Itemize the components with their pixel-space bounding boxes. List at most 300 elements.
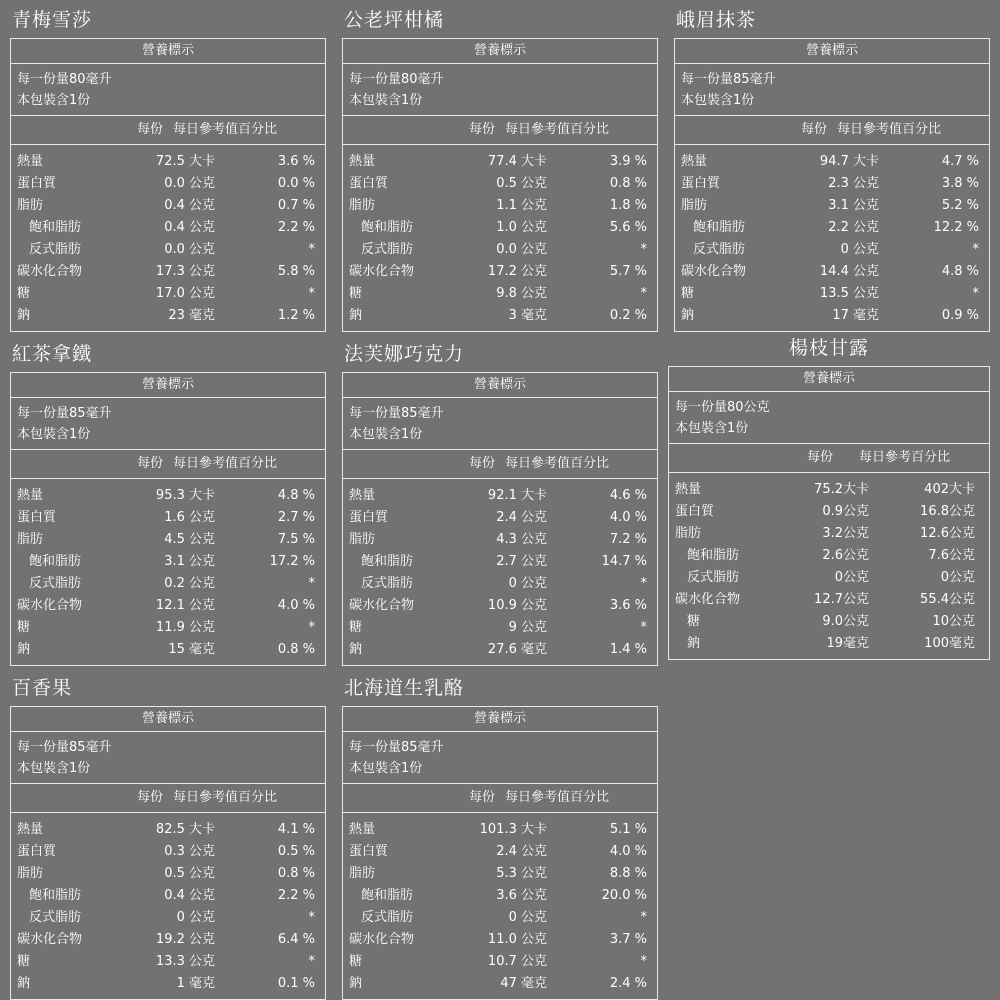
nutrient-name: 糖 [349, 954, 363, 969]
col-per-serving: 每份 [137, 790, 164, 805]
nutrient-name: 飽和脂肪 [693, 220, 746, 235]
nutrient-amount: 0 公克 [840, 242, 879, 257]
nutrient-name: 脂肪 [17, 198, 44, 213]
nutrient-dv: 7.5 % [277, 532, 315, 547]
nutrient-name: 熱量 [17, 822, 44, 837]
nutrient-amount: 9.8 公克 [496, 286, 547, 301]
nutrient-row-sugar [11, 951, 325, 973]
nutrient-row-trans-fat [669, 567, 989, 589]
nutrition-table [342, 38, 658, 332]
nutrient-amount: 14.4 公克 [819, 264, 879, 279]
nutrient-row-energy [11, 485, 325, 507]
serving-info [669, 392, 989, 444]
nutrient-name: 碳水化合物 [349, 598, 415, 613]
nutrient-row-sugar [343, 617, 657, 639]
table-header: 營養標示 [343, 707, 657, 732]
nutrient-name: 蛋白質 [349, 510, 389, 525]
nutrient-row-carbohydrate [11, 261, 325, 283]
nutrient-amount: 11.9 公克 [155, 620, 215, 635]
nutrient-name: 熱量 [349, 154, 376, 169]
nutrient-row-fat [669, 523, 989, 545]
nutrient-row-sodium [11, 973, 325, 995]
nutrient-name: 熱量 [349, 488, 376, 503]
nutrient-amount: 2.4 公克 [496, 844, 547, 859]
nutrient-amount: 92.1 大卡 [487, 488, 547, 503]
nutrient-amount: 0公克 [834, 570, 869, 585]
table-header: 營養標示 [11, 707, 325, 732]
nutrient-dv: * [640, 620, 647, 635]
nutrient-dv: 4.8 % [941, 264, 979, 279]
nutrient-dv: 5.7 % [609, 264, 647, 279]
nutrient-row-sugar [675, 283, 989, 305]
col-daily-value: 每日參考值百分比 [505, 122, 610, 137]
column-headers [11, 116, 325, 145]
nutrient-name: 反式脂肪 [687, 570, 740, 585]
nutrient-name: 糖 [17, 620, 31, 635]
nutrient-dv: 17.2 % [269, 554, 315, 569]
servings-per-pack: 本包裝含1份 [349, 427, 423, 442]
nutrient-name: 碳水化合物 [681, 264, 747, 279]
nutrient-row-sugar [11, 617, 325, 639]
serving-size: 每一份量85毫升 [349, 406, 444, 421]
nutrient-amount: 3.6 公克 [496, 888, 547, 903]
nutrient-dv: * [308, 576, 315, 591]
nutrient-dv: * [308, 954, 315, 969]
nutrient-name: 碳水化合物 [675, 592, 741, 607]
nutrient-row-protein [11, 173, 325, 195]
nutrient-amount: 0.2 公克 [164, 576, 215, 591]
nutrient-dv: 1.8 % [609, 198, 647, 213]
nutrient-name: 糖 [17, 954, 31, 969]
nutrient-name: 糖 [17, 286, 31, 301]
nutrient-row-sugar [11, 283, 325, 305]
nutrient-amount: 9.0公克 [822, 614, 869, 629]
nutrient-row-saturated-fat [343, 217, 657, 239]
nutrient-dv: 2.7 % [277, 510, 315, 525]
nutrient-name: 脂肪 [17, 532, 44, 547]
nutrient-name: 鈉 [349, 976, 363, 991]
nutrient-amount: 0.9公克 [822, 504, 869, 519]
nutrient-dv: 4.1 % [277, 822, 315, 837]
nutrient-amount: 12.7公克 [814, 592, 869, 607]
nutrient-amount: 1.6 公克 [164, 510, 215, 525]
nutrient-amount: 3.2公克 [822, 526, 869, 541]
nutrient-amount: 0.0 公克 [164, 242, 215, 257]
nutrient-amount: 12.1 公克 [155, 598, 215, 613]
nutrient-row-protein [675, 173, 989, 195]
nutrient-row-fat [11, 529, 325, 551]
nutrient-dv: 3.7 % [609, 932, 647, 947]
nutrient-dv: 1.4 % [609, 642, 647, 657]
nutrient-dv: 2.2 % [277, 888, 315, 903]
servings-per-pack: 本包裝含1份 [681, 93, 755, 108]
serving-info [675, 64, 989, 116]
product-title: 百香果 [12, 677, 73, 699]
nutrient-name: 熱量 [17, 154, 44, 169]
serving-size: 每一份量80毫升 [17, 72, 112, 87]
nutrient-dv: 0.0 % [277, 176, 315, 191]
nutrient-name: 糖 [349, 620, 363, 635]
nutrient-name: 碳水化合物 [349, 264, 415, 279]
nutrient-row-trans-fat [11, 239, 325, 261]
nutrient-amount: 4.5 公克 [164, 532, 215, 547]
nutrient-dv: 0.7 % [277, 198, 315, 213]
table-header: 營養標示 [11, 39, 325, 64]
nutrient-name: 鈉 [17, 976, 31, 991]
nutrient-amount: 5.3 公克 [496, 866, 547, 881]
nutrient-name: 飽和脂肪 [361, 888, 414, 903]
nutrition-table [10, 706, 326, 1000]
nutrient-row-protein [343, 841, 657, 863]
table-header: 營養標示 [669, 367, 989, 392]
nutrient-amount: 13.3 公克 [155, 954, 215, 969]
nutrition-table [674, 38, 990, 332]
nutrient-name: 反式脂肪 [29, 242, 82, 257]
nutrient-dv: 5.1 % [609, 822, 647, 837]
nutrient-dv: 55.4公克 [920, 592, 975, 607]
nutrient-amount: 19毫克 [826, 636, 869, 651]
nutrient-amount: 2.3 公克 [828, 176, 879, 191]
nutrient-amount: 4.3 公克 [496, 532, 547, 547]
nutrient-dv: 3.9 % [609, 154, 647, 169]
nutrient-row-trans-fat [675, 239, 989, 261]
nutrient-dv: 12.6公克 [920, 526, 975, 541]
nutrient-name: 糖 [681, 286, 695, 301]
table-header: 營養標示 [11, 373, 325, 398]
nutrition-table [342, 372, 658, 666]
nutrient-dv: 2.2 % [277, 220, 315, 235]
nutrient-row-saturated-fat [343, 551, 657, 573]
nutrient-rows [343, 813, 657, 999]
nutrient-name: 反式脂肪 [29, 576, 82, 591]
col-per-serving: 每份 [469, 456, 496, 471]
nutrient-rows [11, 479, 325, 665]
nutrient-row-sodium [343, 973, 657, 995]
nutrient-name: 脂肪 [349, 198, 376, 213]
nutrient-dv: 12.2 % [933, 220, 979, 235]
column-headers [343, 450, 657, 479]
nutrient-dv: 7.6公克 [928, 548, 975, 563]
nutrient-name: 飽和脂肪 [29, 554, 82, 569]
nutrient-rows [675, 145, 989, 331]
col-daily-value: 每日參考百分比 [859, 450, 951, 465]
nutrient-row-trans-fat [11, 907, 325, 929]
nutrient-amount: 47 毫克 [500, 976, 547, 991]
product-title: 法芙娜巧克力 [344, 343, 465, 365]
nutrient-row-saturated-fat [675, 217, 989, 239]
nutrient-rows [343, 479, 657, 665]
nutrient-dv: * [308, 910, 315, 925]
nutrient-name: 蛋白質 [681, 176, 721, 191]
column-headers [11, 784, 325, 813]
nutrient-dv: 4.0 % [609, 510, 647, 525]
nutrient-amount: 0 公克 [176, 910, 215, 925]
serving-info [343, 398, 657, 450]
nutrient-row-energy [669, 479, 989, 501]
servings-per-pack: 本包裝含1份 [349, 93, 423, 108]
column-headers [343, 784, 657, 813]
nutrient-dv: 4.0 % [277, 598, 315, 613]
nutrient-amount: 0 公克 [508, 910, 547, 925]
nutrient-name: 飽和脂肪 [361, 554, 414, 569]
nutrient-row-sugar [343, 283, 657, 305]
nutrient-row-carbohydrate [343, 261, 657, 283]
nutrient-row-energy [11, 151, 325, 173]
nutrient-name: 反式脂肪 [29, 910, 82, 925]
col-daily-value: 每日參考值百分比 [173, 790, 278, 805]
nutrient-row-protein [669, 501, 989, 523]
product-title: 楊枝甘露 [788, 337, 869, 359]
nutrient-row-saturated-fat [11, 217, 325, 239]
nutrient-amount: 17.0 公克 [155, 286, 215, 301]
nutrient-amount: 0 公克 [508, 576, 547, 591]
nutrient-amount: 72.5 大卡 [155, 154, 215, 169]
nutrient-amount: 3 毫克 [508, 308, 547, 323]
col-per-serving: 每份 [137, 122, 164, 137]
nutrient-name: 脂肪 [17, 866, 44, 881]
nutrient-rows [11, 145, 325, 331]
nutrient-name: 鈉 [17, 642, 31, 657]
column-headers [669, 444, 989, 473]
column-headers [11, 450, 325, 479]
nutrient-name: 脂肪 [349, 532, 376, 547]
nutrient-amount: 1.1 公克 [496, 198, 547, 213]
nutrient-amount: 94.7 大卡 [819, 154, 879, 169]
nutrient-amount: 17.2 公克 [487, 264, 547, 279]
serving-size: 每一份量80公克 [675, 400, 770, 415]
nutrient-row-carbohydrate [669, 589, 989, 611]
nutrition-table [10, 38, 326, 332]
nutrient-row-carbohydrate [675, 261, 989, 283]
nutrient-amount: 27.6 毫克 [487, 642, 547, 657]
nutrient-dv: * [308, 286, 315, 301]
nutrient-name: 碳水化合物 [17, 932, 83, 947]
nutrient-dv: 8.8 % [609, 866, 647, 881]
nutrient-amount: 1.0 公克 [496, 220, 547, 235]
nutrient-name: 反式脂肪 [361, 242, 414, 257]
nutrient-row-protein [343, 173, 657, 195]
nutrient-amount: 17 毫克 [832, 308, 879, 323]
table-header: 營養標示 [343, 373, 657, 398]
product-title: 公老坪柑橘 [344, 9, 445, 31]
nutrient-dv: 3.6 % [609, 598, 647, 613]
nutrient-amount: 2.2 公克 [828, 220, 879, 235]
col-daily-value: 每日參考值百分比 [837, 122, 942, 137]
column-headers [343, 116, 657, 145]
nutrient-amount: 23 毫克 [168, 308, 215, 323]
nutrient-name: 反式脂肪 [361, 576, 414, 591]
col-per-serving: 每份 [469, 790, 496, 805]
nutrient-name: 鈉 [687, 636, 701, 651]
serving-info [343, 64, 657, 116]
nutrient-row-fat [343, 529, 657, 551]
nutrient-name: 熱量 [349, 822, 376, 837]
nutrient-row-fat [343, 863, 657, 885]
nutrient-amount: 13.5 公克 [819, 286, 879, 301]
nutrient-dv: 0.8 % [277, 642, 315, 657]
nutrient-dv: * [308, 620, 315, 635]
nutrient-dv: 4.0 % [609, 844, 647, 859]
nutrient-dv: 100毫克 [924, 636, 975, 651]
nutrient-name: 蛋白質 [349, 844, 389, 859]
nutrient-dv: 14.7 % [601, 554, 647, 569]
nutrient-name: 碳水化合物 [17, 264, 83, 279]
nutrient-dv: 7.2 % [609, 532, 647, 547]
col-per-serving: 每份 [807, 450, 834, 465]
nutrient-row-energy [675, 151, 989, 173]
nutrient-dv: 402大卡 [924, 482, 975, 497]
nutrient-name: 鈉 [349, 642, 363, 657]
nutrient-dv: 0.8 % [609, 176, 647, 191]
nutrient-name: 糖 [349, 286, 363, 301]
nutrient-rows [669, 473, 989, 659]
col-daily-value: 每日參考值百分比 [505, 456, 610, 471]
nutrient-dv: * [640, 242, 647, 257]
nutrient-row-fat [11, 195, 325, 217]
nutrient-row-carbohydrate [11, 595, 325, 617]
nutrient-row-energy [343, 485, 657, 507]
nutrient-dv: 0.1 % [277, 976, 315, 991]
nutrient-row-fat [675, 195, 989, 217]
nutrient-row-saturated-fat [669, 545, 989, 567]
nutrient-row-trans-fat [343, 239, 657, 261]
nutrient-name: 碳水化合物 [17, 598, 83, 613]
nutrient-row-trans-fat [343, 573, 657, 595]
nutrient-row-energy [343, 151, 657, 173]
nutrient-row-sodium [11, 639, 325, 661]
nutrient-name: 蛋白質 [675, 504, 715, 519]
nutrient-amount: 19.2 公克 [155, 932, 215, 947]
nutrient-amount: 0.5 公克 [496, 176, 547, 191]
nutrient-row-protein [11, 841, 325, 863]
nutrient-amount: 0.5 公克 [164, 866, 215, 881]
serving-size: 每一份量85毫升 [17, 740, 112, 755]
nutrient-row-saturated-fat [11, 551, 325, 573]
serving-size: 每一份量85毫升 [349, 740, 444, 755]
nutrient-row-energy [343, 819, 657, 841]
col-per-serving: 每份 [469, 122, 496, 137]
nutrient-dv: * [972, 286, 979, 301]
nutrient-amount: 11.0 公克 [487, 932, 547, 947]
nutrient-dv: 3.8 % [941, 176, 979, 191]
nutrient-name: 反式脂肪 [693, 242, 746, 257]
col-per-serving: 每份 [137, 456, 164, 471]
nutrient-amount: 9 公克 [508, 620, 547, 635]
nutrient-rows [343, 145, 657, 331]
nutrient-amount: 10.9 公克 [487, 598, 547, 613]
nutrient-dv: 20.0 % [601, 888, 647, 903]
nutrient-dv: * [972, 242, 979, 257]
serving-info [11, 64, 325, 116]
nutrient-name: 飽和脂肪 [29, 220, 82, 235]
nutrient-dv: 0.2 % [609, 308, 647, 323]
nutrient-dv: 5.6 % [609, 220, 647, 235]
nutrient-dv: 4.7 % [941, 154, 979, 169]
nutrient-amount: 10.7 公克 [487, 954, 547, 969]
nutrient-amount: 2.4 公克 [496, 510, 547, 525]
product-title: 青梅雪莎 [12, 9, 93, 31]
nutrient-amount: 17.3 公克 [155, 264, 215, 279]
nutrient-row-sodium [11, 305, 325, 327]
servings-per-pack: 本包裝含1份 [675, 421, 749, 436]
nutrient-name: 糖 [687, 614, 701, 629]
nutrient-amount: 0.4 公克 [164, 220, 215, 235]
nutrient-dv: 5.8 % [277, 264, 315, 279]
nutrient-amount: 75.2大卡 [814, 482, 869, 497]
serving-size: 每一份量85毫升 [17, 406, 112, 421]
nutrient-dv: 1.2 % [277, 308, 315, 323]
nutrient-amount: 82.5 大卡 [155, 822, 215, 837]
nutrient-dv: 5.2 % [941, 198, 979, 213]
nutrient-row-sodium [343, 639, 657, 661]
nutrient-dv: 0.5 % [277, 844, 315, 859]
nutrient-dv: * [640, 576, 647, 591]
nutrient-name: 脂肪 [675, 526, 702, 541]
nutrient-dv: 3.6 % [277, 154, 315, 169]
nutrient-dv: * [640, 286, 647, 301]
nutrient-dv: * [640, 910, 647, 925]
nutrient-amount: 0.0 公克 [496, 242, 547, 257]
nutrient-dv: 10公克 [932, 614, 975, 629]
nutrient-row-energy [11, 819, 325, 841]
nutrient-dv: * [640, 954, 647, 969]
nutrient-row-carbohydrate [343, 595, 657, 617]
nutrient-name: 飽和脂肪 [29, 888, 82, 903]
nutrient-row-saturated-fat [343, 885, 657, 907]
nutrient-dv: 0公克 [940, 570, 975, 585]
nutrient-name: 蛋白質 [17, 844, 57, 859]
nutrient-amount: 3.1 公克 [164, 554, 215, 569]
servings-per-pack: 本包裝含1份 [17, 761, 91, 776]
nutrient-row-carbohydrate [11, 929, 325, 951]
servings-per-pack: 本包裝含1份 [349, 761, 423, 776]
nutrient-name: 熱量 [675, 482, 702, 497]
nutrient-row-protein [11, 507, 325, 529]
nutrient-row-fat [11, 863, 325, 885]
nutrient-amount: 2.7 公克 [496, 554, 547, 569]
nutrient-amount: 95.3 大卡 [155, 488, 215, 503]
col-daily-value: 每日參考值百分比 [173, 122, 278, 137]
nutrition-table [10, 372, 326, 666]
nutrient-name: 鈉 [681, 308, 695, 323]
col-per-serving: 每份 [801, 122, 828, 137]
nutrient-name: 蛋白質 [17, 176, 57, 191]
nutrient-row-carbohydrate [343, 929, 657, 951]
serving-info [11, 732, 325, 784]
product-title: 北海道生乳酪 [344, 677, 465, 699]
nutrient-amount: 0.3 公克 [164, 844, 215, 859]
nutrient-row-fat [343, 195, 657, 217]
nutrient-row-sodium [343, 305, 657, 327]
nutrient-amount: 0.0 公克 [164, 176, 215, 191]
serving-info [343, 732, 657, 784]
nutrient-row-protein [343, 507, 657, 529]
nutrient-amount: 15 毫克 [168, 642, 215, 657]
nutrient-name: 飽和脂肪 [687, 548, 740, 563]
servings-per-pack: 本包裝含1份 [17, 93, 91, 108]
product-title: 峨眉抹茶 [676, 9, 757, 31]
nutrient-row-trans-fat [11, 573, 325, 595]
nutrition-table [342, 706, 658, 1000]
nutrient-amount: 77.4 大卡 [487, 154, 547, 169]
nutrient-row-sugar [343, 951, 657, 973]
table-header: 營養標示 [675, 39, 989, 64]
nutrient-name: 蛋白質 [349, 176, 389, 191]
nutrient-row-sodium [669, 633, 989, 655]
nutrient-name: 熱量 [17, 488, 44, 503]
nutrient-dv: 6.4 % [277, 932, 315, 947]
nutrient-amount: 2.6公克 [822, 548, 869, 563]
